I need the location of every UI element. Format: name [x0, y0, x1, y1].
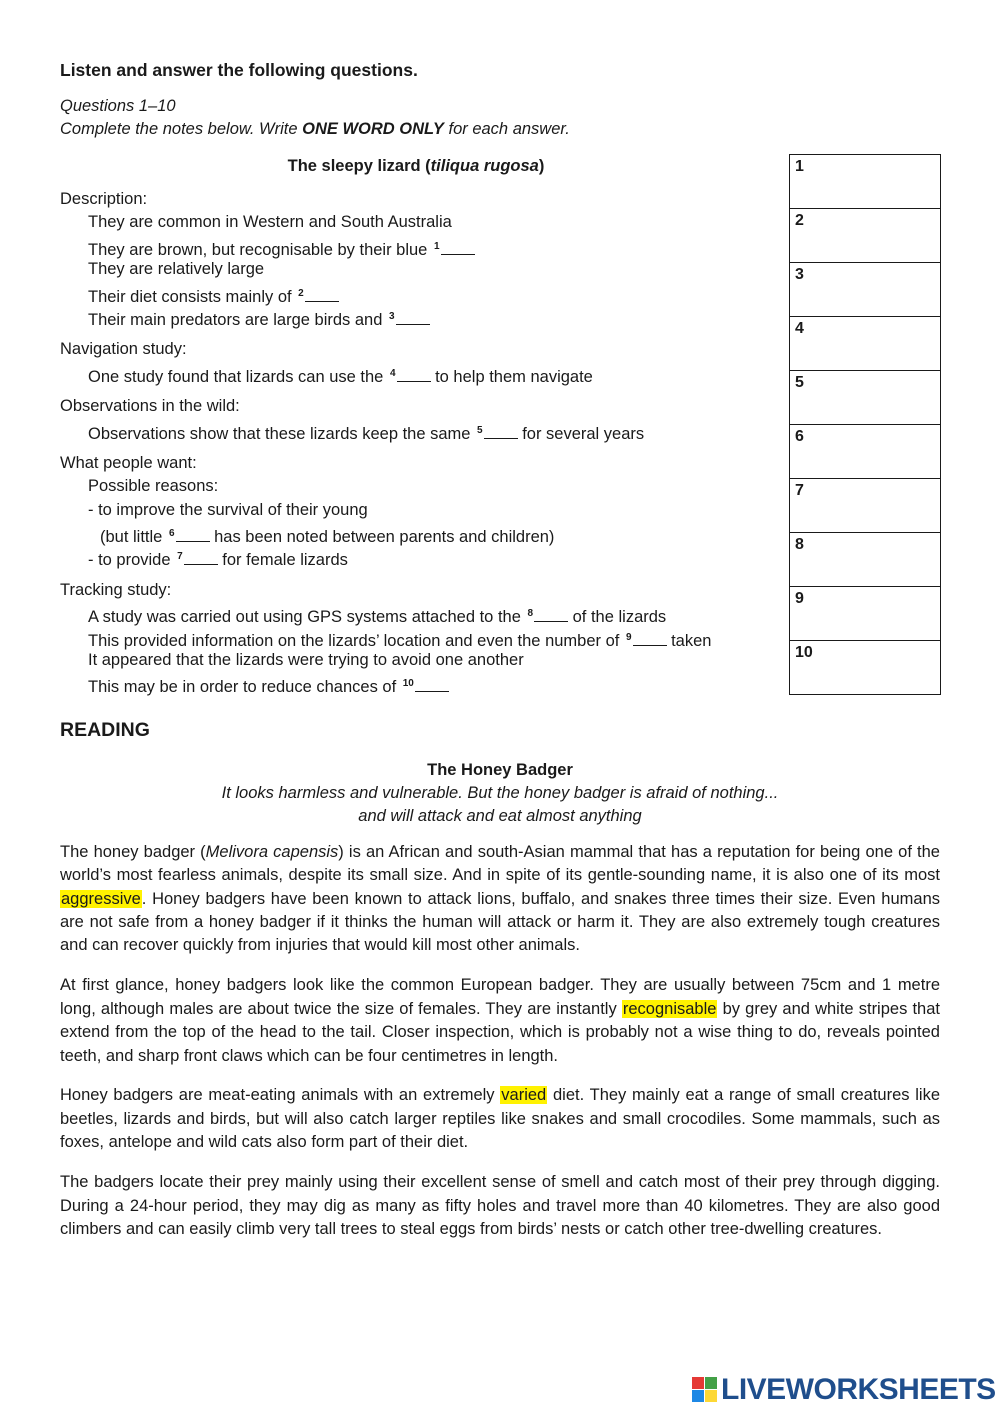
- answer-box-3[interactable]: [790, 263, 940, 317]
- answer-box-label: 9: [795, 590, 804, 607]
- logo-text: LIVEWORKSHEETS: [721, 1373, 996, 1406]
- gap-7: [184, 550, 218, 565]
- answer-box-label: 3: [795, 266, 804, 283]
- note-line: This provided information on the lizards’ location and even the number of $^9$ taken: [88, 631, 712, 650]
- note-line: (but little $^6$ has been noted between parents and children): [100, 528, 555, 547]
- answer-box-label: 10: [795, 644, 813, 661]
- section-tracking: [60, 579, 772, 696]
- reading-article: [60, 758, 940, 1258]
- article-subtitle-2: and will attack and eat almost anything: [358, 807, 642, 826]
- gap-2: [305, 287, 339, 302]
- gap-4: [397, 367, 431, 382]
- note-line: A study was carried out using GPS systems attached to the $^8$ of the lizards: [88, 608, 667, 627]
- paragraph-1: The honey badger (Melivora capensis) is an African and south-Asian mammal that has a reputation for being one of the world’s most fearless animals, despite its small size. And in spite of its gentle-sounding name, it is also one of its most aggressive. Honey badgers have been known to attack lions, buffalo, and snakes three times their size. Even humans are not safe from a honey badger if it thinks the human will attack or harm it. They are also extremely tough creatures and can recover quickly from injuries that would kill most other animals.: [60, 842, 940, 955]
- paragraph-3: Honey badgers are meat-eating animals with an extremely varied diet. They mainly eat a range of small creatures like beetles, lizards and birds, but will also catch larger reptiles like snakes and small crocodiles. Some mammals, such as foxes, antelope and wild cats also form part of their diet.: [60, 1086, 941, 1152]
- section-people: [60, 452, 772, 569]
- reading-heading: READING: [60, 719, 150, 741]
- logo-icon: [692, 1377, 718, 1403]
- highlight-word[interactable]: aggressive: [61, 889, 141, 908]
- answer-box-label: 5: [795, 374, 804, 391]
- answer-box-label: 6: [795, 428, 804, 445]
- answer-box-label: 8: [795, 536, 804, 553]
- note-line: Possible reasons:: [88, 477, 219, 496]
- listening-notes: [60, 154, 772, 696]
- answer-box-label: 4: [795, 320, 804, 337]
- questions-range: Questions 1–10: [60, 97, 176, 115]
- note-line: - to provide $^7$ for female lizards: [88, 551, 348, 570]
- section-heading: Observations in the wild:: [60, 397, 240, 416]
- article-subtitle-1: It looks harmless and vulnerable. But the honey badger is afraid of nothing...: [221, 784, 779, 802]
- note-line: Observations show that these lizards keep the same $^5$ for several years: [88, 424, 645, 443]
- notes-title: The sleepy lizard (tiliqua rugosa): [287, 157, 545, 175]
- note-line: They are brown, but recognisable by their blue $^1$: [60, 235, 772, 258]
- answer-box-5[interactable]: [790, 371, 940, 425]
- gap-1: [441, 240, 475, 255]
- section-description: [60, 188, 772, 328]
- note-line: Their main predators are large birds and $^3$: [60, 305, 772, 328]
- note-line: This may be in order to reduce chances of $^{10}$: [60, 672, 772, 695]
- answer-box-2[interactable]: [790, 209, 940, 263]
- gap-8: [534, 607, 568, 622]
- liveworksheets-logo: [692, 1372, 996, 1408]
- gap-10: [415, 677, 449, 692]
- questions-help: Complete the notes below. Write ONE WORD ONLY for each answer.: [60, 120, 570, 138]
- paragraph-4: The badgers locate their prey mainly using their excellent sense of smell and catch most of their prey through digging. During a 24-hour period, they may dig as many as fifty holes and travel more than 40 kilometres. They are also good climbers and can easily climb very tall trees to steal eggs from birds’ nests or catch other tree-dwelling creatures.: [60, 1173, 940, 1238]
- note-line: - to improve the survival of their young: [88, 500, 368, 519]
- answer-box-9[interactable]: [790, 587, 940, 641]
- answer-box-6[interactable]: [790, 425, 940, 479]
- answer-box-label: 2: [795, 212, 804, 229]
- gap-6: [176, 527, 210, 542]
- answer-box-10[interactable]: [790, 641, 940, 694]
- section-heading: Description:: [60, 190, 148, 208]
- article-title: The Honey Badger: [427, 761, 573, 779]
- section-observations: [60, 395, 772, 442]
- note-line: Their diet consists mainly of $^2$: [60, 282, 772, 305]
- note-line: It appeared that the lizards were trying to avoid one another: [88, 651, 524, 670]
- note-line: They are common in Western and South Australia: [88, 213, 452, 232]
- note-line: One study found that lizards can use the $^4$ to help them navigate: [88, 367, 593, 386]
- section-heading: Tracking study:: [60, 580, 172, 599]
- answer-box-label: 1: [795, 158, 804, 175]
- highlight-word[interactable]: recognisable: [622, 999, 717, 1018]
- answer-box-label: 7: [795, 482, 804, 499]
- paragraph-2: At first glance, honey badgers look like the common European badger. They are usually between 75cm and 1 metre long, although males are about twice the size of females. They are instantly recognisable by grey and white stripes that extend from the top of the head to the tail. Closer inspection, which is probably not a wise thing to do, reveals pointed teeth, and sharp front claws which can be four centimetres in length.: [60, 976, 940, 1065]
- answer-box-1[interactable]: [790, 155, 940, 209]
- section-navigation: [60, 338, 772, 385]
- highlight-word[interactable]: varied: [501, 1086, 547, 1105]
- gap-5: [484, 424, 518, 439]
- answer-box-7[interactable]: [790, 479, 940, 533]
- gap-9: [633, 631, 667, 646]
- section-heading: Navigation study:: [60, 340, 187, 359]
- note-line: They are relatively large: [88, 260, 265, 279]
- answer-box-4[interactable]: [790, 317, 940, 371]
- instructions: Listen and answer the following questions.: [60, 60, 418, 80]
- answer-boxes: [789, 154, 941, 695]
- gap-3: [396, 310, 430, 325]
- section-heading: What people want:: [60, 453, 197, 472]
- answer-box-8[interactable]: [790, 533, 940, 587]
